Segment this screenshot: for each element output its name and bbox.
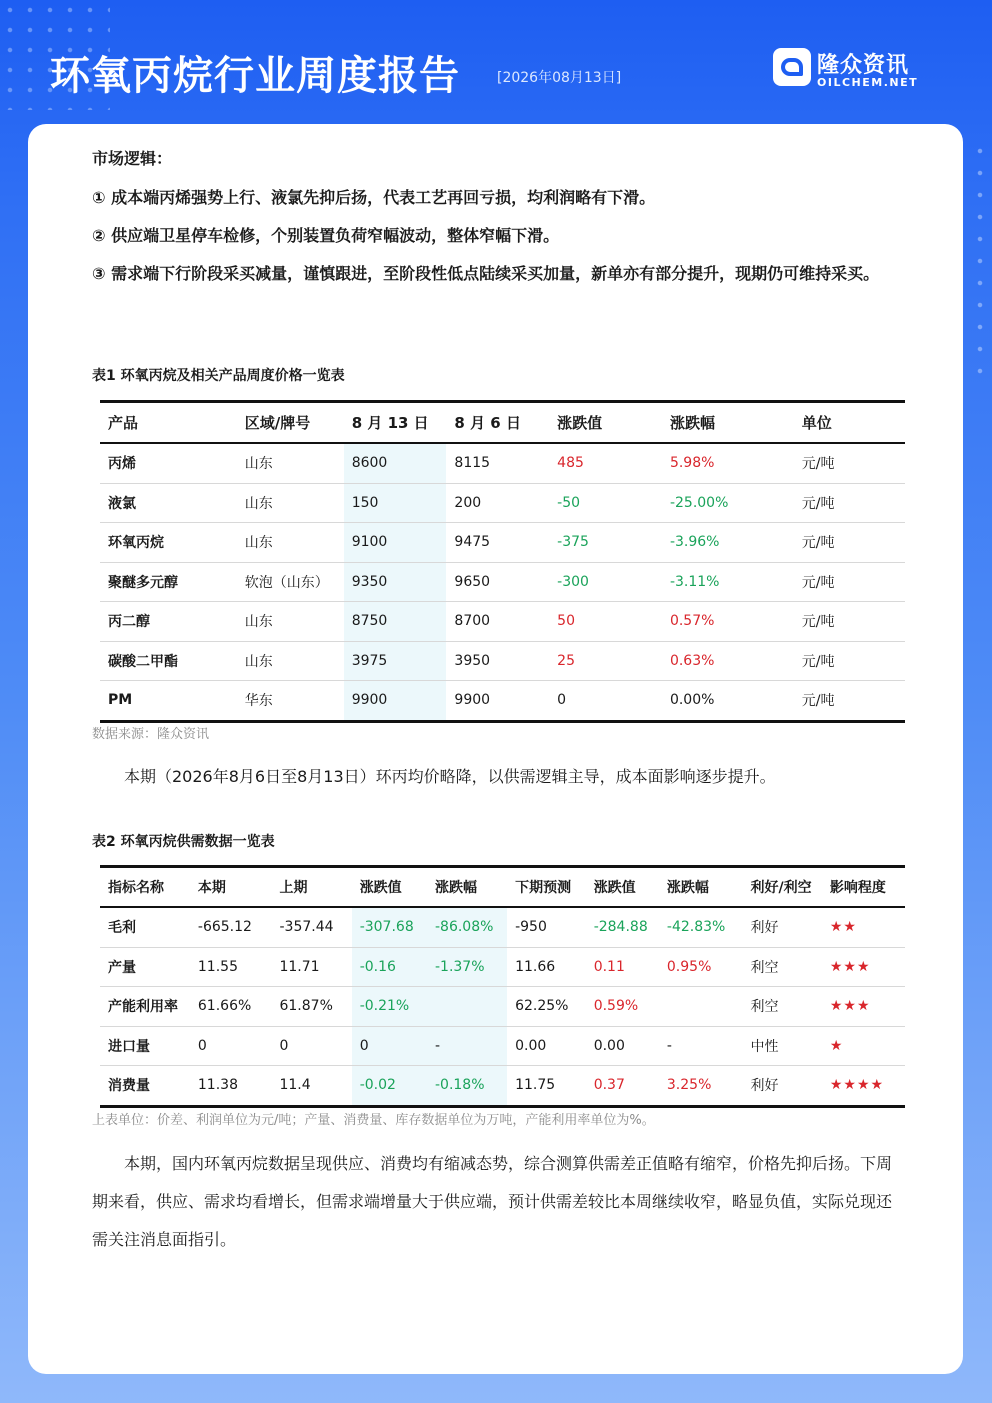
oilchem-logo [773,46,943,90]
price-table-header-cell: 涨跌值 [549,402,662,444]
supply-demand-table-cell: 11.66 [507,947,586,987]
price-table-cell: 50 [549,602,662,642]
logo-icon [773,48,811,86]
market-logic-title: 市场逻辑： [92,149,173,168]
price-table-cell: 8700 [446,602,549,642]
price-table-cell: 山东 [237,523,344,563]
supply-demand-table-header-cell: 涨跌幅 [659,867,743,908]
price-table-cell: 山东 [237,641,344,681]
supply-demand-table-header-cell: 上期 [271,867,351,908]
price-table-cell: 华东 [244,693,273,710]
supply-demand-table-header-cell: 利好/利空 [743,867,822,908]
price-table-cell: -50 [549,483,662,523]
report-title: 环氧丙烷行业周度报告 [50,53,460,99]
table1-caption: 表1 环氧丙烷及相关产品周度价格一览表 [92,368,345,384]
price-table-body [100,443,905,721]
supply-demand-table-cell: -0.16 [352,947,427,987]
supply-demand-table-cell: - [427,1026,507,1066]
price-table-cell: 3950 [446,641,549,681]
supply-demand-table-body [100,907,905,1106]
price-table-cell: -3.11% [662,562,794,602]
supply-demand-table-cell: 利空 [743,947,822,987]
price-table-cell: 元/吨 [794,641,905,681]
supply-demand-table-header [100,867,905,908]
supply-demand-table-cell: 0.00 [586,1026,659,1066]
supply-demand-table-cell: 0.11 [586,947,659,987]
price-table-cell: 元/吨 [794,602,905,642]
supply-demand-table-cell: 0 [190,1026,272,1066]
supply-demand-table-cell: 毛利 [100,907,190,947]
supply-demand-table-cell: 3.25% [666,1077,712,1094]
supply-demand-table-cell: 产能利用率 [100,987,190,1027]
price-table-cell: 0.57% [662,602,794,642]
supply-demand-table-header-cell: 本期 [190,867,272,908]
price-table-header-cell: 8 月 6 日 [446,402,549,444]
price-table-cell: 5.98% [662,443,794,483]
supply-demand-table-cell: 62.25% [507,987,586,1027]
supply-demand-table-row [100,907,905,947]
price-table-cell: 9475 [446,523,549,563]
price-table-cell: 9900 [344,681,447,722]
supply-demand-table-cell: 0.37 [593,1077,625,1094]
price-table-cell: 山东 [237,443,344,483]
supply-demand-table-header-cell: 下期预测 [507,867,586,908]
impact-rating: ★★★ [822,947,905,987]
supply-demand-table-cell: -307.68 [352,907,427,947]
supply-demand-table-cell: 11.71 [271,947,351,987]
price-table-cell: -25.00% [662,483,794,523]
impact-rating: ★ [822,1026,905,1066]
supply-demand-table-header-cell: 指标名称 [100,867,190,908]
price-table-cell: 软泡（山东） [237,562,344,602]
price-table-header-cell: 涨跌幅 [662,402,794,444]
price-table-cell: 3975 [344,641,447,681]
supply-demand-table-cell: 61.87% [271,987,351,1027]
report-card [28,124,963,1374]
supply-demand-table-cell: 进口量 [100,1026,190,1066]
supply-demand-table-cell [659,987,743,1027]
supply-demand-table-header-cell: 涨跌值 [586,867,659,908]
table1-source: 数据来源：隆众资讯 [92,727,210,742]
price-table-cell: 液氯 [100,483,237,523]
supply-demand-table-cell: 11.4 [279,1077,311,1094]
supply-demand-table-cell: -284.88 [586,907,659,947]
price-table-cell: 8600 [344,443,447,483]
price-table-cell: 山东 [237,602,344,642]
supply-demand-table-row [100,1026,905,1066]
market-logic-item-1: ① 成本端丙烯强势上行、液氯先抑后扬，代表工艺再回亏损，均利润略有下滑。 [92,188,656,207]
price-table-cell: 环氧丙烷 [100,523,237,563]
supply-demand-table-cell: -0.02 [352,1066,427,1107]
market-logic-item-2: ② 供应端卫星停车检修，个别装置负荷窄幅波动，整体窄幅下滑。 [92,226,560,245]
supply-demand-table-cell: - [659,1026,743,1066]
price-table-cell: 485 [549,443,662,483]
price-table-cell: 0 [557,692,567,709]
price-table-cell: 0.63% [662,641,794,681]
price-table-cell: 8115 [446,443,549,483]
price-table-cell: 9650 [446,562,549,602]
table2-caption: 表2 环氧丙烷供需数据一览表 [92,834,275,850]
summary-paragraph-1: 本期（2026年8月6日至8月13日）环丙均价略降，以供需逻辑主导，成本面影响逐步提升。 [124,767,776,786]
supply-demand-table-cell: 11.75 [515,1077,556,1094]
price-table-cell: 聚醚多元醇 [100,562,237,602]
supply-demand-table-cell: 0.00 [507,1026,586,1066]
supply-demand-table-cell: 11.38 [197,1077,238,1094]
supply-demand-table-cell: -357.44 [271,907,351,947]
supply-demand-table-cell: -1.37% [427,947,507,987]
price-table [100,400,905,723]
supply-demand-table-cell: 11.55 [190,947,272,987]
price-table-cell: 元/吨 [794,443,905,483]
supply-demand-table-cell: -42.83% [659,907,743,947]
price-table-cell: 山东 [237,483,344,523]
price-table-row [100,641,905,681]
price-table-row [100,562,905,602]
price-table-cell: 元/吨 [794,523,905,563]
supply-demand-table-cell: -0.18% [427,1066,507,1107]
price-table-row [100,443,905,483]
logo-text-en: OILCHEM.NET [817,76,919,89]
price-table-header-cell: 区域/牌号 [237,402,344,444]
price-table-header-cell: 8 月 13 日 [344,402,447,444]
price-table-cell: 0.00% [669,692,715,709]
supply-demand-table-cell: 产量 [100,947,190,987]
supply-demand-table-cell: -665.12 [190,907,272,947]
supply-demand-table-cell: 中性 [743,1026,822,1066]
decorative-dots-right [968,140,992,380]
supply-demand-table-cell: 利好 [750,1078,779,1095]
price-table-cell: 碳酸二甲酯 [100,641,237,681]
supply-demand-table-row [100,1066,905,1107]
supply-demand-table-header-cell: 影响程度 [822,867,905,908]
price-table-cell: -375 [549,523,662,563]
price-table-cell: 200 [446,483,549,523]
price-table-header-cell: 单位 [794,402,905,444]
price-table-row [100,681,905,722]
price-table-row [100,483,905,523]
impact-rating: ★★ [822,907,905,947]
price-table-cell: 元/吨 [794,483,905,523]
supply-demand-table-cell: 消费量 [108,1078,150,1095]
price-table-cell: 丙烯 [100,443,237,483]
price-table-header-cell: 产品 [100,402,237,444]
price-table-cell: 9350 [344,562,447,602]
supply-demand-table-cell: 利好 [743,907,822,947]
price-table-cell: -3.96% [662,523,794,563]
supply-demand-table [100,865,905,1108]
price-table-cell: 150 [344,483,447,523]
logo-text-cn: 隆众资讯 [817,53,910,78]
supply-demand-table-cell: 利空 [743,987,822,1027]
report-date: [2026年08月13日] [497,70,622,86]
supply-demand-table-cell: 0 [271,1026,351,1066]
price-table-cell: 25 [549,641,662,681]
table2-unit-note: 上表单位：价差、利润单位为元/吨；产量、消费量、库存数据单位为万吨，产能利用率单位为%。 [92,1113,655,1128]
price-table-cell: -300 [549,562,662,602]
price-table-cell: 9100 [344,523,447,563]
price-table-cell: 8750 [344,602,447,642]
supply-demand-table-row [100,947,905,987]
price-table-cell: 元/吨 [801,693,835,710]
supply-demand-table-cell [427,987,507,1027]
market-logic-item-3: ③ 需求端下行阶段采买减量，谨慎跟进，至阶段性低点陆续采买加量，新单亦有部分提升，现期仍可维持采买。 [92,264,880,283]
impact-rating: ★★★ [822,987,905,1027]
price-table-cell: PM [108,692,133,709]
price-table-row [100,523,905,563]
price-table-cell: 丙二醇 [100,602,237,642]
supply-demand-table-cell: 0.95% [659,947,743,987]
supply-demand-table-cell: 0 [352,1026,427,1066]
supply-demand-table-cell: -950 [507,907,586,947]
price-table-row [100,602,905,642]
report-header [0,0,992,125]
price-table-cell: 9900 [454,692,491,709]
supply-demand-table-header-cell: 涨跌幅 [427,867,507,908]
impact-rating: ★★★★ [829,1077,885,1094]
summary-paragraph-2: 本期，国内环氧丙烷数据呈现供应、消费均有缩减态势，综合测算供需差正值略有缩窄，价格先抑后扬。下周期来看，供应、需求均看增长，但需求端增量大于供应端，预计供需差较比本周继续收窄，略显负值，实际兑现还需关注消息面指引。 [92,1154,893,1249]
supply-demand-table-cell: 61.66% [190,987,272,1027]
supply-demand-table-cell: -86.08% [427,907,507,947]
supply-demand-table-cell: -0.21% [352,987,427,1027]
price-table-cell: 元/吨 [794,562,905,602]
supply-demand-table-cell: 0.59% [586,987,659,1027]
supply-demand-table-row [100,987,905,1027]
supply-demand-table-header-cell: 涨跌值 [352,867,427,908]
price-table-header [100,402,905,444]
